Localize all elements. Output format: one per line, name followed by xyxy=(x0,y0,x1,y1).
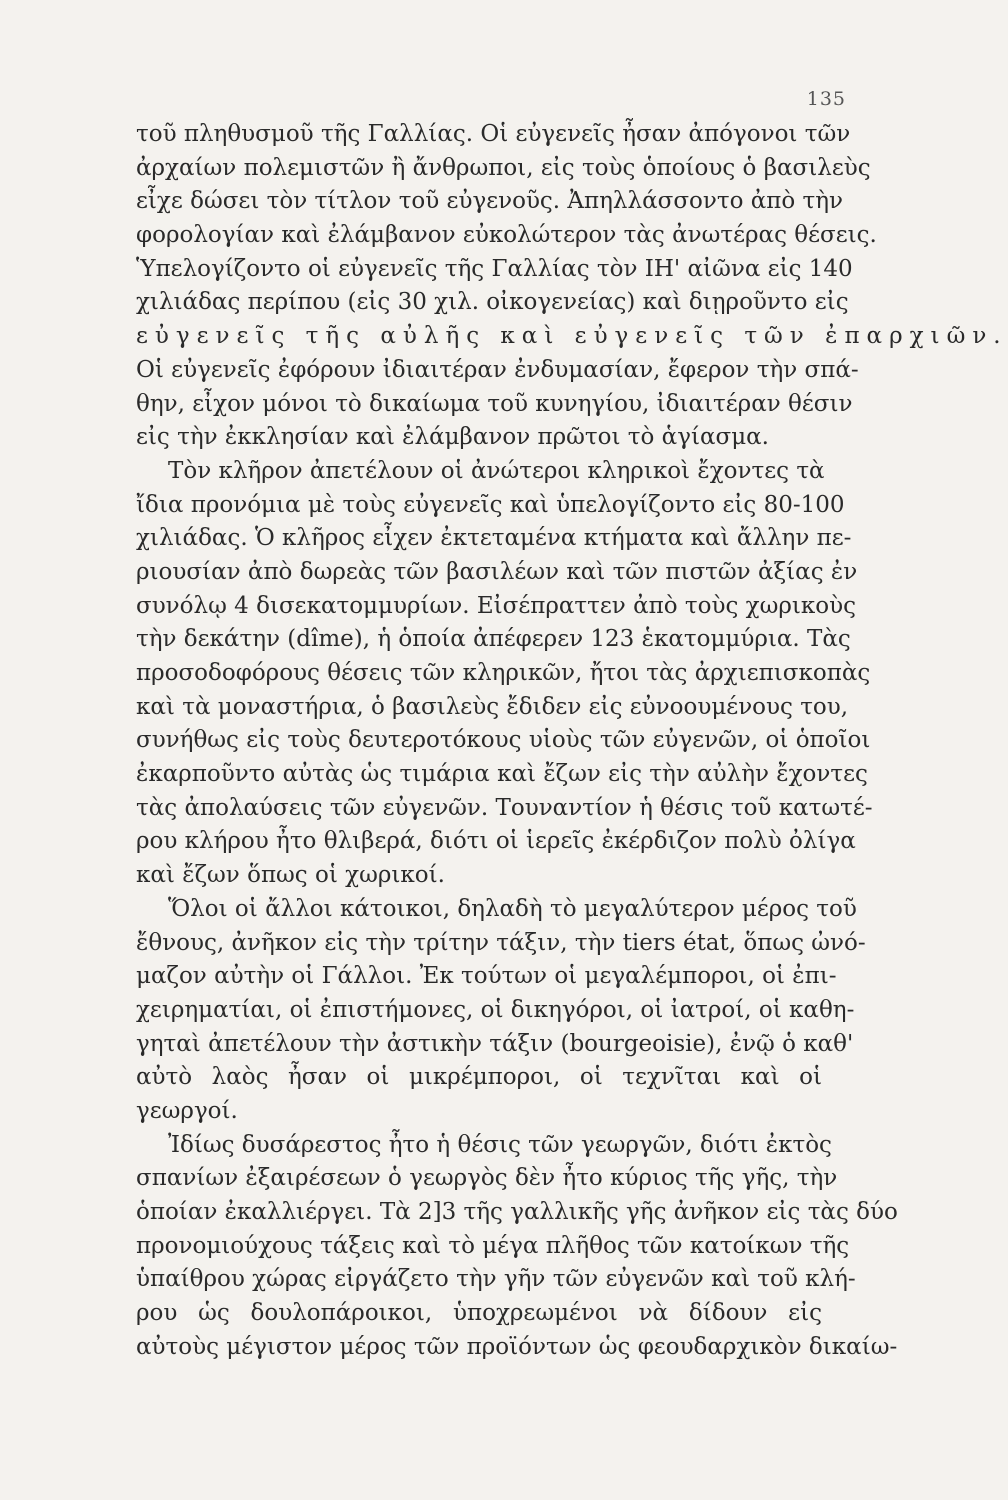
text-line: ἐκαρποῦντο αὐτὰς ὡς τιμάρια καὶ ἔζων εἰς τὴν αὐλὴν ἔχοντες xyxy=(136,761,868,788)
text-line: Ὑπελογίζοντο οἱ εὐγενεῖς τῆς Γαλλίας τὸν ΙΗ' αἰῶνα εἰς 140 xyxy=(136,255,853,282)
text-line: ἀρχαίων πολεμιστῶν ἢ ἄνθρωποι, εἰς τοὺς ὁποίους ὁ βασιλεὺς xyxy=(136,154,871,181)
text-line: Ἰδίως δυσάρεστος ἦτο ἡ θέσις τῶν γεωργῶν, διότι ἐκτὸς xyxy=(168,1131,832,1158)
text-line: αὐτὸ λαὸς ἦσαν οἱ μικρέμποροι, οἱ τεχνῖται καὶ οἱ xyxy=(136,1064,822,1091)
text-line: καὶ ἔζων ὅπως οἱ χωρικοί. xyxy=(136,862,445,889)
text-line: συνόλῳ 4 δισεκατομμυρίων. Εἰσέπραττεν ἀπὸ τοὺς χωρικοὺς xyxy=(136,592,856,619)
text-line: Ὅλοι οἱ ἄλλοι κάτοικοι, δηλαδὴ τὸ μεγαλύτερον μέρος τοῦ xyxy=(168,895,857,922)
text-line: αὐτοὺς μέγιστον μέρος τῶν προϊόντων ὡς φεουδαρχικὸν δικαίω- xyxy=(136,1333,898,1360)
text-line: ὁποίαν ἐκαλλιέργει. Τὰ 2]3 τῆς γαλλικῆς γῆς ἀνῆκον εἰς τὰς δύο xyxy=(136,1199,898,1225)
body-text xyxy=(136,118,1008,1364)
text-line: γηταὶ ἀπετέλουν τὴν ἀστικὴν τάξιν (bourgeoisie), ἐνῷ ὁ καθ' xyxy=(136,1030,854,1057)
text-line: συνήθως εἰς τοὺς δευτεροτόκους υἱοὺς τῶν εὐγενῶν, οἱ ὁποῖοι xyxy=(136,727,871,754)
text-line: γεωργοί. xyxy=(136,1097,238,1124)
text-line: χιλιάδας περίπου (εἰς 30 χιλ. οἰκογενείας) καὶ διῃροῦντο εἰς xyxy=(136,289,849,316)
text-line: τὴν δεκάτην (dîme), ἡ ὁποία ἀπέφερεν 123 ἑκατομμύρια. Τὰς xyxy=(136,626,851,653)
text-line: καὶ τὰ μοναστήρια, ὁ βασιλεὺς ἔδιδεν εἰς εὐνοουμένους του, xyxy=(136,693,849,720)
text-line: εὐγενεῖς τῆς αὐλῆς καὶ εὐγενεῖς τῶν ἐπαρχιῶν. xyxy=(136,323,1008,350)
text-line: εἶχε δώσει τὸν τίτλον τοῦ εὐγενοῦς. Ἀπηλλάσσοντο ἀπὸ τὴν xyxy=(136,188,844,215)
text-line: φορολογίαν καὶ ἐλάμβανον εὐκολώτερον τὰς ἀνωτέρας θέσεις. xyxy=(136,222,877,249)
text-line: χιλιάδας. Ὁ κλῆρος εἶχεν ἐκτεταμένα κτήματα καὶ ἄλλην πε- xyxy=(136,525,852,552)
text-line: ὑπαίθρου χώρας εἰργάζετο τὴν γῆν τῶν εὐγενῶν καὶ τοῦ κλή- xyxy=(136,1266,856,1293)
text-line: Οἱ εὐγενεῖς ἐφόρουν ἰδιαιτέραν ἐνδυμασίαν, ἔφερον τὴν σπά- xyxy=(136,356,859,383)
text-line: εἰς τὴν ἐκκλησίαν καὶ ἐλάμβανον πρῶτοι τὸ ἁγίασμα. xyxy=(136,424,769,451)
text-line: Τὸν κλῆρον ἀπετέλουν οἱ ἀνώτεροι κληρικοὶ ἔχοντες τὰ xyxy=(168,457,825,484)
text-line: σπανίων ἐξαιρέσεων ὁ γεωργὸς δὲν ἦτο κύριος τῆς γῆς, τὴν xyxy=(136,1165,838,1192)
text-line: χειρηματίαι, οἱ ἐπιστήμονες, οἱ δικηγόροι, οἱ ἰατροί, οἱ καθη- xyxy=(136,996,855,1023)
text-line: προνομιούχους τάξεις καὶ τὸ μέγα πλῆθος τῶν κατοίκων τῆς xyxy=(136,1232,850,1259)
text-line: τοῦ πληθυσμοῦ τῆς Γαλλίας. Οἱ εὐγενεῖς ἦσαν ἀπόγονοι τῶν xyxy=(136,121,851,147)
text-line: μαζον αὐτὴν οἱ Γάλλοι. Ἐκ τούτων οἱ μεγαλέμποροι, οἱ ἐπι- xyxy=(136,963,837,990)
text-line: τὰς ἀπολαύσεις τῶν εὐγενῶν. Τουναντίον ἡ θέσις τοῦ κατωτέ- xyxy=(136,794,873,821)
text-line: προσοδοφόρους θέσεις τῶν κληρικῶν, ἤτοι τὰς ἀρχιεπισκοπὰς xyxy=(136,660,871,686)
text-line: θην, εἶχον μόνοι τὸ δικαίωμα τοῦ κυνηγίου, ἰδιαιτέραν θέσιν xyxy=(136,390,853,417)
page-number: 135 xyxy=(806,88,846,110)
text-line: ρου ὡς δουλοπάροικοι, ὑποχρεωμένοι νὰ δίδουν εἰς xyxy=(136,1300,822,1327)
text-line: ρου κλήρου ἦτο θλιβερά, διότι οἱ ἱερεῖς ἐκέρδιζον πολὺ ὀλίγα xyxy=(136,828,856,855)
text-line: ἴδια προνόμια μὲ τοὺς εὐγενεῖς καὶ ὑπελογίζοντο εἰς 80-100 xyxy=(136,491,845,518)
text-line: ἔθνους, ἀνῆκον εἰς τὴν τρίτην τάξιν, τὴν tiers état, ὅπως ὠνό- xyxy=(136,929,866,956)
text-line: ριουσίαν ἀπὸ δωρεὰς τῶν βασιλέων καὶ τῶν πιστῶν ἀξίας ἐν xyxy=(136,558,858,585)
